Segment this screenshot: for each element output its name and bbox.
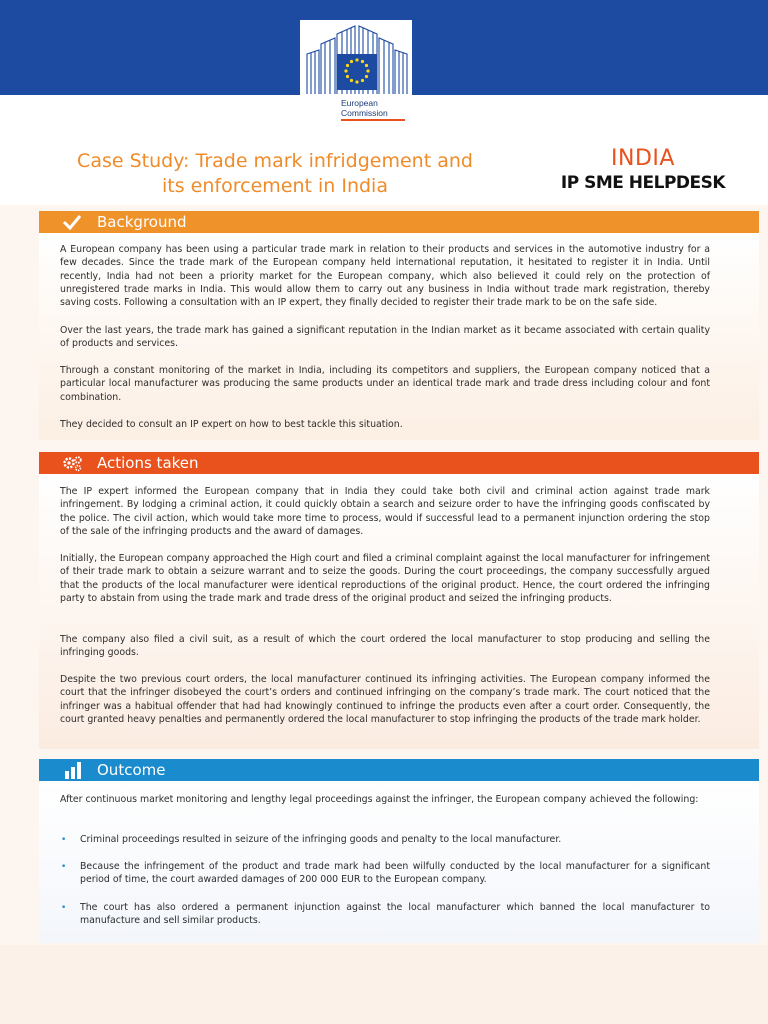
logo-accent-rule [341,119,405,121]
check-icon [61,213,83,231]
outcome-bullet-item: Because the infringement of the product and trade mark had been wilfully conducted by the local manufacturer for a significant period of time, the court awarded damages of 200 000 EUR to the European company. [80,861,710,886]
actions-paragraph: Despite the two previous court orders, the local manufacturer continued its infringing activities. The European company informed the court that the infringer disobeyed the court’s orders and continued infringing on the company’s trade mark. The court noticed that the infringer was a habitual offender that had had knowingly continued to infringe the products even after a court order. Consequently, the court granted heavy penalties and permanently ordered the local manufacturer to stop infringing the products of the trade mark holder. [60,674,710,725]
actions-paragraph: Initially, the European company approached the High court and filed a criminal complaint against the local manufacturer for infringement of their trade mark to obtain a seizure warrant and to seize the goods. During the court proceedings, the company successfully argued that the products of the local manufacturer were identical reproductions of the original product. Hence, the court ordered the infringing party to abstain from using the trade mark and trade dress of the original product and seized the infringing products. [60,553,710,604]
page-footer-area [0,945,768,1024]
page-title-line-1: Case Study: Trade mark infridgement and [77,150,473,172]
outcome-section-header [39,759,759,781]
background-heading: Background [97,213,187,231]
actions-section-header [39,452,759,474]
background-paragraph: Through a constant monitoring of the market in India, including its competitors and suppliers, the European company noticed that a particular local manufacturer was producing the same products under an identical trade mark and trade dress including colour and font combination. [60,365,710,403]
bullet-marker: • [61,835,67,845]
brand-name: IP SME HELPDESK [560,173,726,193]
outcome-bullet-item: Criminal proceedings resulted in seizure of the infringing goods and penalty to the local manufacturer. [80,834,562,845]
outcome-intro: After continuous market monitoring and lengthy legal proceedings against the infringer, the European company achieved the following: [60,794,699,805]
bar-chart-icon [61,761,83,779]
background-section-header [39,211,759,233]
page-title-line-2: its enforcement in India [162,175,388,197]
logo-line-1: European [341,98,378,108]
helpdesk-brand [548,146,738,194]
bullet-marker: • [61,903,67,913]
background-paragraph: A European company has been using a particular trade mark in relation to their products and services in the automotive industry for a few decades. Since the trade mark of the European company held international reputation, it hesitated to register it in India. Until recently, India had not been a priority market for the European company, which also believed it could rely on the protection of unregistered trade marks in India. This would allow them to carry out any business in India without trade mark registration, thereby saving costs. Following a consultation with an IP expert, they finally decided to register their trade mark to be on the safe side. [60,244,710,309]
actions-paragraph: The company also filed a civil suit, as a result of which the court ordered the local manufacturer to stop producing and selling the infringing goods. [60,634,710,659]
logo-line-2: Commission [341,108,388,118]
actions-paragraph: The IP expert informed the European company that in India they could take both civil and criminal action against trade mark infringement. By lodging a criminal action, it could quickly obtain a search and seizure order to have the infringing goods confiscated by the police. The civil action, which would take more time to process, would if successful lead to a permanent injunction ordering the stop of the sale of the infringing products and the award of damages. [60,486,710,537]
logo-wordmark [341,98,388,118]
bullet-marker: • [61,862,67,872]
european-commission-logo [305,24,409,96]
outcome-heading: Outcome [97,761,166,779]
background-paragraph: They decided to consult an IP expert on how to best tackle this situation. [60,419,403,430]
background-paragraph: Over the last years, the trade mark has gained a significant reputation in the Indian market as it became associated with certain quality of products and services. [60,325,710,350]
brand-country: INDIA [611,146,675,171]
outcome-bullet-item: The court has also ordered a permanent injunction against the local manufacturer which banned the local manufacturer to manufacture and sell similar products. [80,902,710,927]
actions-heading: Actions taken [97,454,199,472]
page-title [40,149,510,199]
gears-icon [61,454,83,472]
